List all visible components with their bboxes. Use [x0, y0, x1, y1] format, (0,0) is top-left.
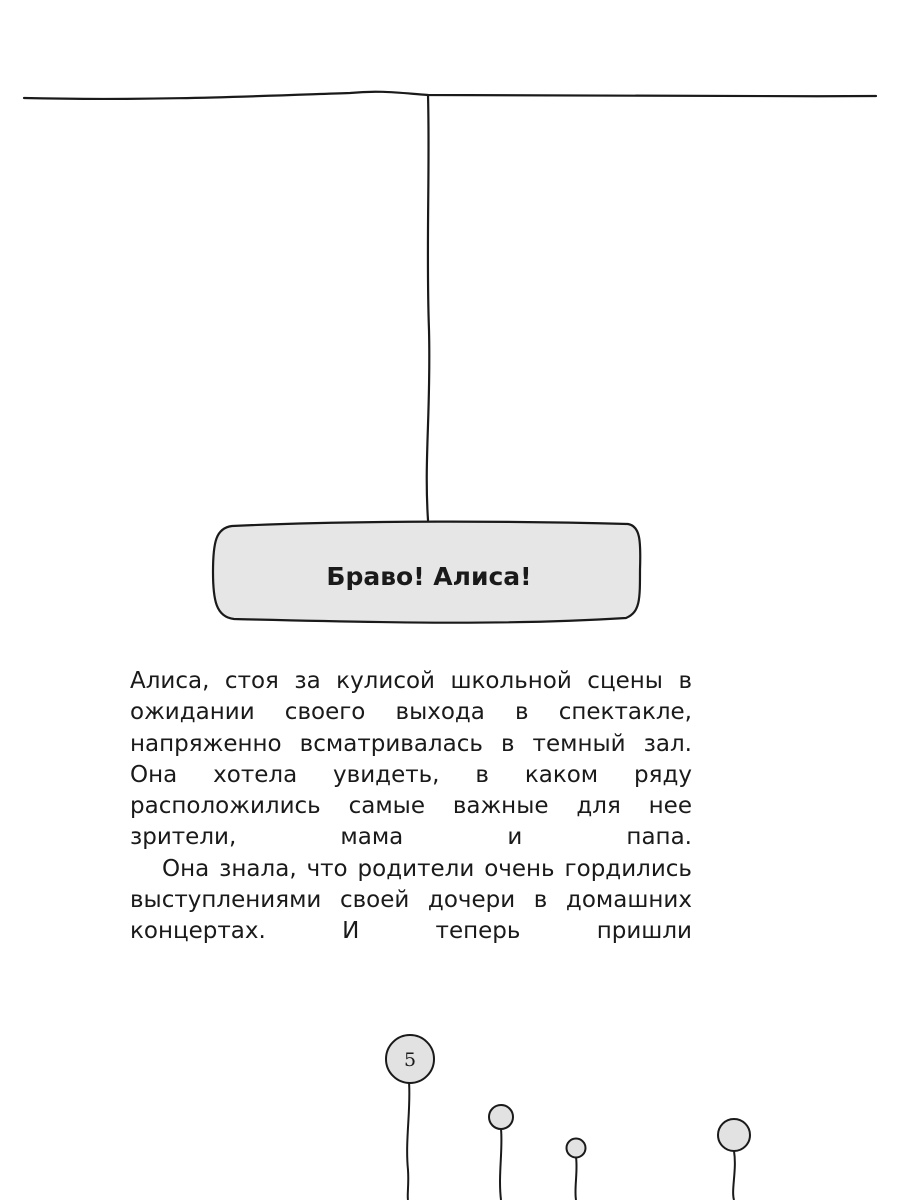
sign-string — [427, 95, 430, 520]
story-paragraph: Алиса, стоя за кулисой школьной сцены в ожидании своего выхода в спектакле, напряженно всматривалась в темный зал. Она хотела увидеть, в каком ряду расположились самые важные для нее зрители, мама и папа. — [130, 668, 692, 851]
story-text — [130, 666, 692, 948]
balloon-small-2 — [567, 1139, 586, 1200]
chapter-title: Браво! Алиса! — [326, 561, 532, 591]
page-number: 5 — [403, 1049, 417, 1071]
balloon-small-1 — [489, 1105, 513, 1200]
balloon-medium — [718, 1119, 750, 1200]
story-paragraph: Она знала, что родители очень гордились выступлениями своей дочери в домашних концертах. И теперь пришли — [130, 855, 692, 945]
hanging-rail-line — [24, 92, 876, 99]
